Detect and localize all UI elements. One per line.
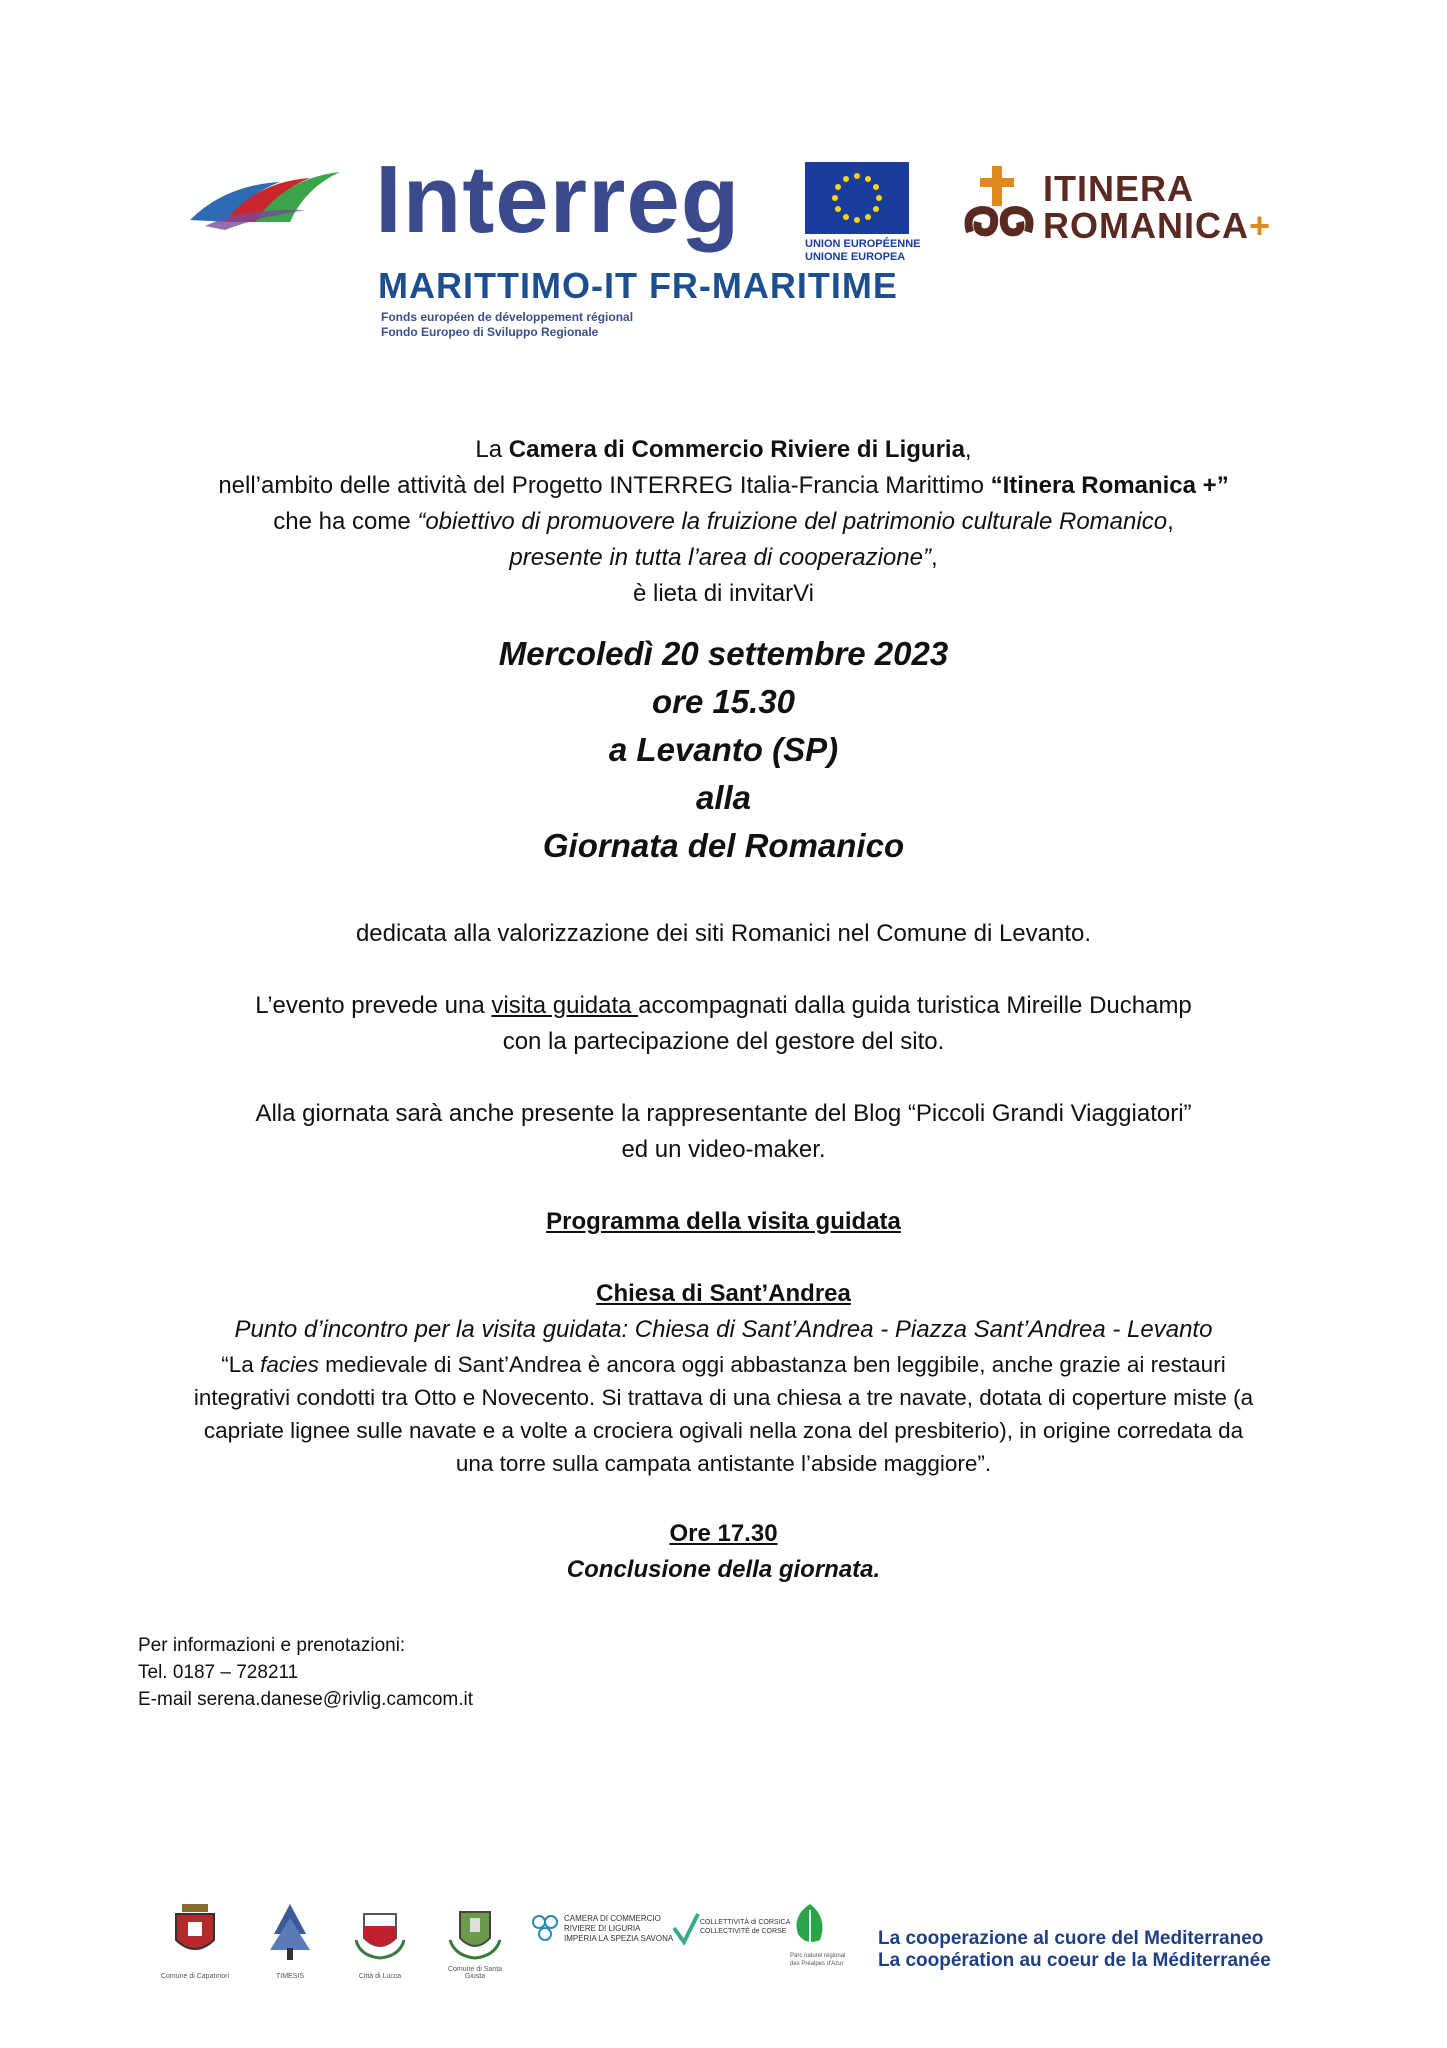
cooperation-slogan [878,1928,1271,1972]
event-details [100,630,1347,870]
contacts-block [138,1632,473,1713]
blog-line-1: Alla giornata sarà anche presente la rappresentante del Blog “Piccoli Grandi Viaggiatori” [255,1100,1192,1127]
event-alla: alla [695,779,752,816]
contacts-title: Per informazioni e prenotazioni: [138,1635,406,1656]
blog-line-2: ed un video-maker. [621,1136,826,1163]
itinera-line-2 [1043,205,1271,247]
parc-leaf-icon [790,1900,830,1950]
camera-commercio-icon [530,1910,560,1950]
corsica-logo [670,1900,791,1980]
coop-it: La cooperazione al cuore del Mediterraneo [878,1928,1264,1949]
santa-giusta-caption: Comune di Santa Giusta [447,1966,503,1980]
intro-line-5: è lieta di invitarVi [633,580,814,607]
intro-line-3 [100,504,1347,540]
interreg-wordmark: Interreg [375,146,741,253]
fonds-fr: Fonds européen de développement régional [381,310,634,324]
organizer-name: Camera di Commercio Riviere di Liguria [508,436,965,463]
desc-line-3: capriate lignee sulle navate e a volte a crociera ogivali nella zona del presbiterio), in origine corredata da [203,1418,1244,1443]
footer-logos [150,1900,1300,1990]
event-place: a Levanto (SP) [608,731,839,768]
event-time: ore 15.30 [651,683,796,720]
fonds-caption [381,310,633,340]
corsica-line-2: COLLECTIVITÉ de CORSE [700,1928,787,1935]
chiesa-heading: Chiesa di Sant’Andrea [596,1280,851,1307]
evento-pre: L’evento prevede una [255,992,492,1019]
intro-l1-post: , [964,436,972,463]
desc-line-2: integrativi condotti tra Otto e Novecento. Si trattava di una chiesa a tre navate, dotata di coperture miste (a [193,1385,1254,1410]
coop-fr: La coopération au coeur de la Méditerranée [878,1950,1271,1971]
cc-line-3: IMPERIA LA SPEZIA SAVONA [564,1934,674,1943]
corsica-line-1: COLLETTIVITÀ di CORSICA [700,1919,791,1926]
itinera-cross-icon [960,162,1038,248]
programma-heading: Programma della visita guidata [546,1208,901,1235]
header-logos [185,146,1295,350]
evento-line-2: con la partecipazione del gestore del sito. [502,1028,945,1055]
contacts-email: E-mail serena.danese@rivlig.camcom.it [138,1689,474,1710]
intro-paragraph [100,432,1347,612]
camera-commercio-text [564,1914,673,1944]
timesis-logo [260,1900,320,1980]
ore-heading: Ore 17.30 [669,1520,778,1547]
invitation-content [100,432,1347,1588]
intro-line-4 [100,540,1347,576]
intro-line-1 [100,432,1347,468]
cc-line-1: CAMERA DI COMMERCIO [564,1914,661,1923]
parc-caption: Parc naturel régional des Préalpes d'Azur [790,1953,846,1967]
intro-line-2 [100,468,1347,504]
eu-caption-it: UNIONE EUROPEA [805,251,906,263]
eu-caption [805,238,921,264]
santa-giusta-logo [440,1900,510,1980]
cc-line-2: RIVIERE DI LIGURIA [564,1924,641,1933]
lucca-logo [350,1900,410,1980]
intro-l4-post: , [930,544,938,571]
lucca-caption: Città di Lucca [358,1973,402,1980]
itinera-plus: + [1248,205,1272,246]
dedicata-line: dedicata alla valorizzazione dei siti Romanici nel Comune di Levanto. [355,920,1092,947]
conclusione-line: Conclusione della giornata. [566,1556,881,1583]
parc-logo [790,1900,850,1980]
desc-1a: “La [221,1352,261,1377]
desc-1c: medievale di Sant’Andrea è ancora oggi abbastanza ben leggibile, anche grazie ai restauri [318,1352,1226,1377]
intro-l3-italic: “obiettivo di promuovere la fruizione del patrimonio culturale Romanico [417,508,1168,535]
intro-l2-pre: nell’ambito delle attività del Progetto INTERREG Italia-Francia Marittimo [218,472,991,499]
event-date: Mercoledì 20 settembre 2023 [498,635,949,672]
itinera-line-1: ITINERA [1043,168,1194,209]
intro-l3-pre: che ha come [273,508,418,535]
intro-l4-italic: presente in tutta l’area di cooperazione” [509,544,931,571]
event-name: Giornata del Romanico [542,827,905,864]
lucca-crest-icon [350,1900,410,1962]
capannori-crest-icon [160,1900,230,1962]
desc-line-4: una torre sulla campata antistante l’abside maggiore”. [455,1451,992,1476]
desc-1b: facies [260,1352,319,1377]
eu-caption-fr: UNION EUROPÉENNE [805,238,921,250]
fonds-it: Fondo Europeo di Sviluppo Regionale [381,325,599,339]
camera-commercio-logo [530,1900,674,1980]
evento-line-1 [100,988,1347,1024]
desc-line-1 [100,1348,1347,1381]
punto-incontro: Punto d’incontro per la visita guidata: Chiesa di Sant’Andrea - Piazza Sant’Andrea - Levanto [234,1316,1213,1343]
evento-post: accompagnati dalla guida turistica Mireille Duchamp [638,992,1192,1019]
timesis-tree-icon [260,1900,320,1962]
capannori-logo [160,1900,230,1980]
timesis-caption: TIMESIS [275,1973,304,1980]
capannori-caption: Comune di Capannori [160,1973,230,1980]
contacts-tel: Tel. 0187 – 728211 [138,1662,299,1683]
interreg-swoosh-logo [185,160,345,240]
visita-guidata-text: visita guidata [491,992,639,1019]
intro-l1-pre: La [475,436,509,463]
event-body [100,916,1347,1588]
corsica-text [700,1918,790,1936]
corsica-check-icon [670,1910,700,1950]
santa-giusta-crest-icon [440,1900,510,1962]
chiesa-description [100,1348,1347,1480]
project-name: “Itinera Romanica +” [990,472,1229,499]
eu-flag-icon [805,162,909,234]
intro-l3-post: , [1167,508,1174,535]
programme-name: MARITTIMO-IT FR-MARITIME [378,265,898,306]
itinera-romanica: ROMANICA [1043,205,1249,246]
